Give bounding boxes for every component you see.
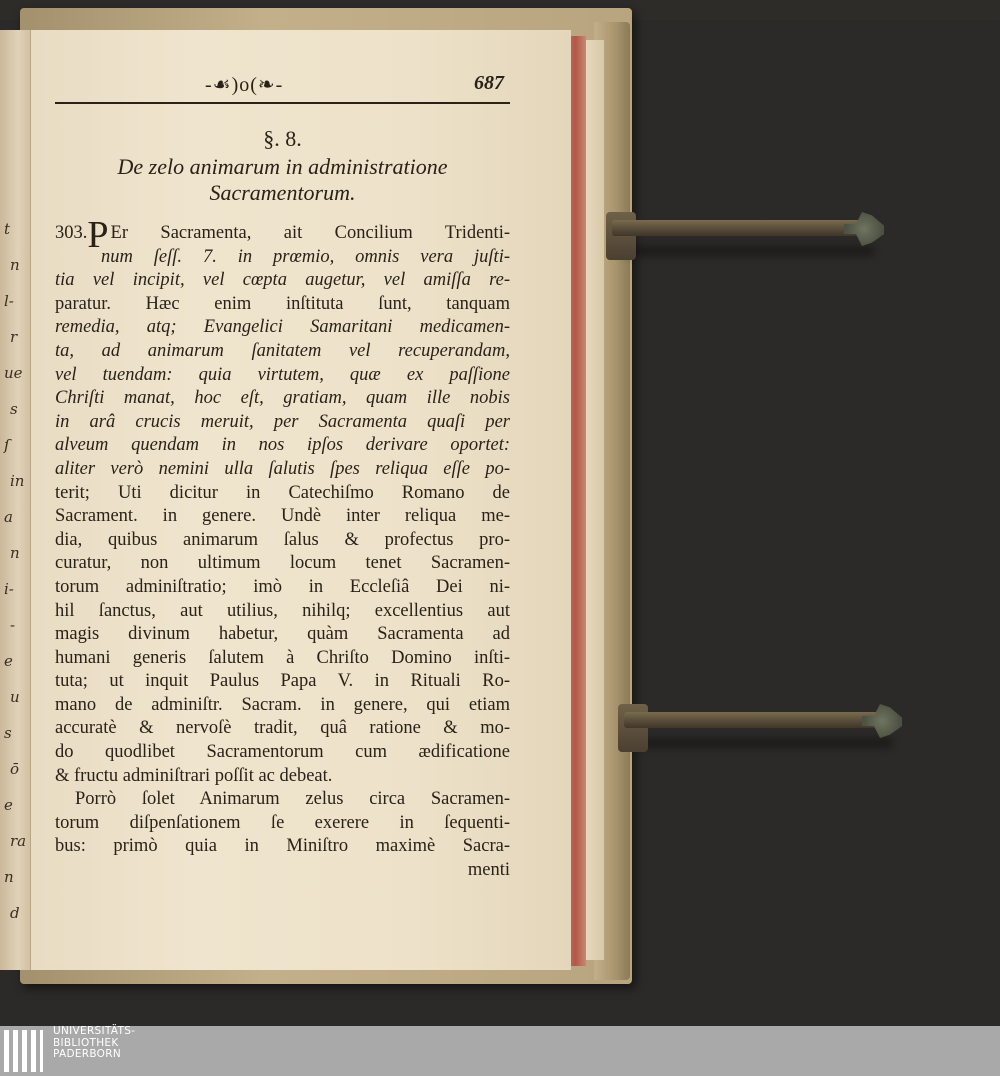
left-page-fragment: l- [4,292,14,310]
text-line-content: tuta; ut inquit Paulus Papa V. in Rituali Ro- [55,671,510,692]
text-line-content: Porrò ſolet Animarum zelus circa Sacramen- [75,789,510,810]
previous-page-sliver [0,30,31,970]
clasp-end-icon [862,704,902,738]
text-line-content: Sacrament. in genere. Undè inter reliqua me- [55,506,510,527]
text-line-content: humani generis ſalutem à Chriſto Domino inſti- [55,647,510,668]
left-page-fragment: d [10,904,20,922]
section-title-line: Sacramentorum. [209,180,356,205]
text-line-content: accuratè & nervoſè tradit, quâ ratione & mo- [55,718,510,739]
text-line-content: Chriſti manat, hoc eſt, gratiam, quam ille nobis [55,388,510,409]
lower-clasp [624,704,902,734]
page-block-edge [586,40,604,960]
page-number: 687 [474,72,504,94]
text-line-content: alveum quendam in nos ipſos derivare oportet: [55,435,510,456]
left-page-fragment: a [4,508,13,526]
header-ornament: -☙)o(❧- [205,74,284,96]
text-line [55,340,510,364]
text-line [55,458,510,482]
library-name-line: UNIVERSITÄTS- [53,1025,136,1037]
text-line [55,364,510,388]
upper-clasp [612,212,884,242]
text-line-content: aliter verò nemini ulla ſalutis ſpes reliqua eſſe po- [55,458,510,479]
left-page-fragment: s [4,724,12,742]
text-line [55,812,510,836]
left-page-fragment: ō [10,760,20,778]
page-text-block [55,72,510,883]
left-page-fragment: s [10,400,18,418]
text-line-content: bus: primò quia in Miniſtro maximè Sacra- [55,836,510,857]
text-line [55,387,510,411]
text-line-content: terit; Uti dicitur in Catechiſmo Romano de [55,482,510,503]
text-line [55,859,510,883]
text-line [55,835,510,859]
left-page-fragment: e [4,652,13,670]
text-line [55,269,510,293]
text-line [55,529,510,553]
left-page-fragment: in [10,472,25,490]
left-page-fragment: ra [10,832,27,850]
library-name [53,1026,135,1061]
left-page-fragment: e [4,796,13,814]
section-title [55,154,510,206]
text-line-content: menti [467,860,510,881]
text-line-content: remedia, atq; Evangelici Samaritani medicamen- [55,317,510,338]
body-text [55,214,510,883]
text-line [55,246,510,270]
left-page-fragment: u [10,688,20,706]
text-line [55,214,510,256]
text-line [55,670,510,694]
library-logo-icon [4,1030,44,1072]
left-page-fragment: n [10,544,20,562]
text-line-content: tia vel incipit, vel cœpta augetur, vel amiſſa re- [55,270,510,291]
text-line-content: dia, quibus animarum ſalus & profectus pro- [55,529,510,550]
text-line-content: mano de adminiſtr. Sacram. in genere, qui etiam [55,694,510,715]
text-line-content: & fructu adminiſtrari poſſit ac debeat. [55,765,333,786]
text-line [55,411,510,435]
text-line [55,717,510,741]
text-line-content: hil ſanctus, aut utilius, nihilq; excellentius aut [55,600,510,621]
text-line [55,623,510,647]
paragraph-number: 303. [55,223,88,243]
left-page-fragment: n [4,868,14,886]
text-line [55,741,510,765]
text-line [55,482,510,506]
text-line-content: torum diſpenſationem ſe exerere in ſequenti- [55,812,510,833]
left-page-fragment: t [4,220,11,238]
text-line [55,600,510,624]
section-number: §. 8. [263,126,302,151]
text-line [55,788,510,812]
text-line-content: magis divinum habetur, quàm Sacramenta ad [55,624,510,645]
text-line [55,293,510,317]
text-line-content: Er Sacramenta, ait Concilium Tridenti- [110,223,510,243]
text-line-content: num ſeſſ. 7. in prœmio, omnis vera juſti- [101,246,510,267]
text-line [55,505,510,529]
drop-capital: P [87,214,109,256]
text-line-content: vel tuendam: quia virtutem, quæ ex paſſione [55,364,510,385]
text-line-content: torum adminiſtratio; imò in Eccleſiâ Dei ni- [55,576,510,597]
left-page-fragment: ue [4,364,23,382]
left-page-fragment: n [10,256,20,274]
library-name-line: PADERBORN [53,1048,121,1060]
section-title-line: De zelo animarum in administratione [117,154,448,179]
text-line-content: do quodlibet Sacramentorum cum ædificatione [55,742,510,763]
text-line [55,765,510,789]
library-footer [0,1026,1000,1076]
text-line [55,647,510,671]
text-line [55,576,510,600]
text-line-content: in arâ crucis meruit, per Sacramenta quaſi per [55,411,510,432]
text-line [55,552,510,576]
library-name-line: BIBLIOTHEK [53,1036,119,1049]
text-line-content: ta, ad animarum ſanitatem vel recuperandam, [55,340,510,361]
text-line-content: curatur, non ultimum locum tenet Sacramen- [55,553,510,574]
clasp-end-icon [844,212,884,246]
text-line [55,316,510,340]
left-page-fragment: - [10,616,16,634]
running-header [55,72,510,104]
left-page-fragment: ſ [4,436,10,454]
text-line [55,434,510,458]
left-page-fragment: i- [4,580,14,598]
text-line-content: paratur. Hæc enim inſtituta ſunt, tanquam [55,293,510,314]
left-page-fragment: r [10,328,18,346]
text-line [55,694,510,718]
